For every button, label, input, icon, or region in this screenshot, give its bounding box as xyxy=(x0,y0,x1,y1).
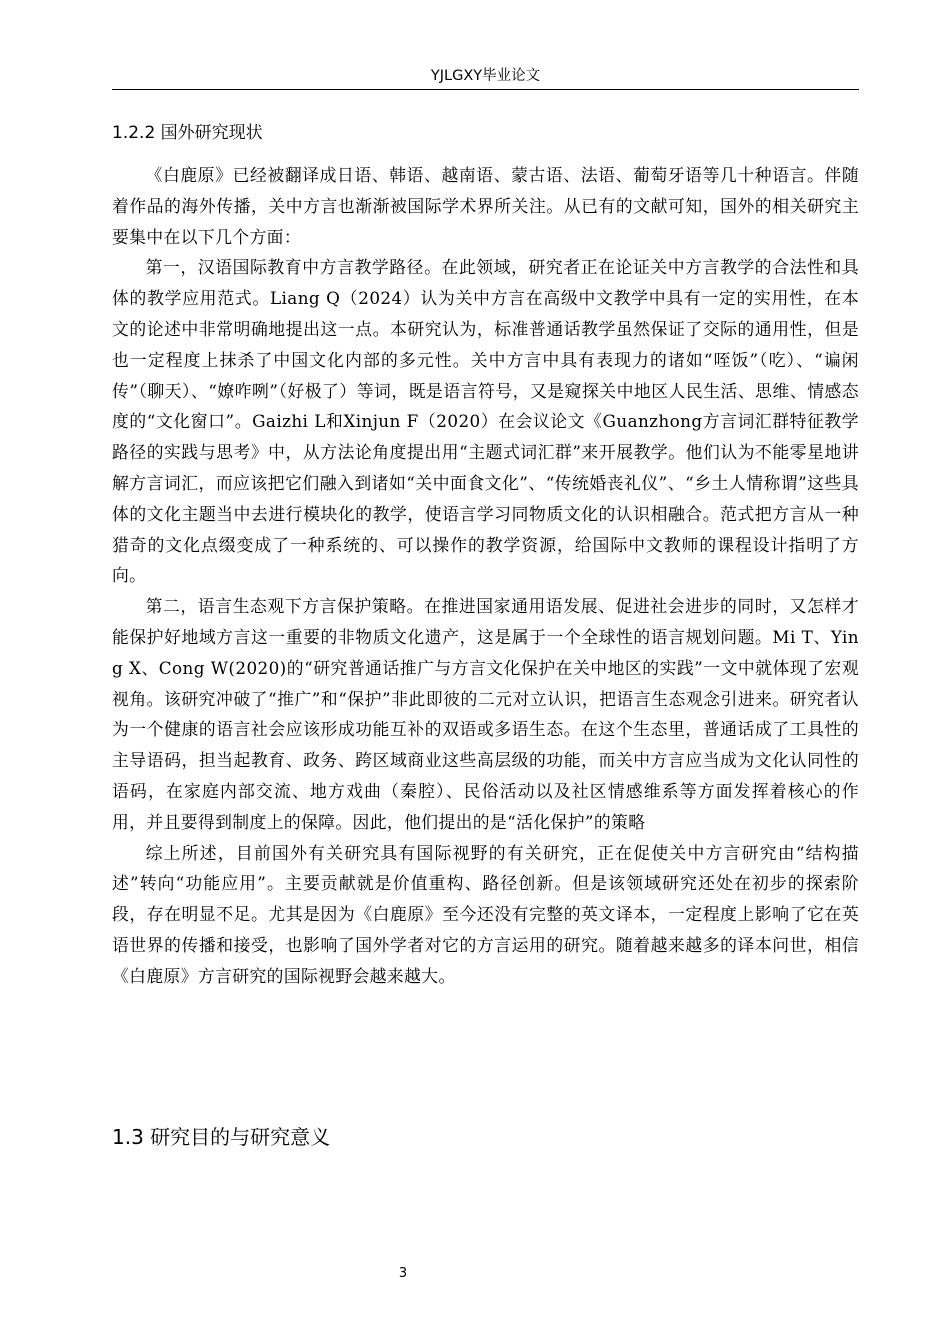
section-heading-1-3: 1.3 研究目的与研究意义 xyxy=(112,1125,331,1149)
section-heading-1-2-2: 1.2.2 国外研究现状 xyxy=(112,123,263,143)
header-rule xyxy=(112,89,859,90)
paragraph-summary: 综上所述，目前国外有关研究具有国际视野的有关研究，正在促使关中方言研究由“结构描述”转向“功能应用”。主要贡献就是价值重构、路径创新。但是该领域研究还处在初步的探索阶段，存在明显不足。尤其是因为《白鹿原》至今还没有完整的英文译本，一定程度上影响了它在英语世界的传播和接受，也影响了国外学者对它的方言运用的研究。随着越来越多的译本问世，相信《白鹿原》方言研究的国际视野会越来越大。 xyxy=(112,842,859,986)
paragraph-intro: 《白鹿原》已经被翻译成日语、韩语、越南语、蒙古语、法语、葡萄牙语等几十种语言。伴随着作品的海外传播，关中方言也渐渐被国际学术界所关注。从已有的文献可知，国外的相关研究主要集中在以下几个方面： xyxy=(112,165,859,247)
page-number: 3 xyxy=(398,1266,408,1281)
running-header: YJLGXY毕业论文 xyxy=(430,68,541,84)
paragraph-second-aspect: 第二，语言生态观下方言保护策略。在推进国家通用语发展、促进社会进步的同时，又怎样才能保护好地域方言这一重要的非物质文化遗产，这是属于一个全球性的语言规划问题。Mi T、Ying X、Cong W(2020)的“研究普通话推广与方言文化保护在关中地区的实践”一文中就体现了宏观视角。该研究冲破了“推广”和“保护”非此即彼的二元对立认识，把语言生态观念引进来。研究者认为一个健康的语言社会应该形成功能互补的双语或多语生态。在这个生态里，普通话成了工具性的主导语码，担当起教育、政务、跨区域商业这些高层级的功能，而关中方言应当成为文化认同性的语码，在家庭内部交流、地方戏曲（秦腔）、民俗活动以及社区情感维系等方面发挥着核心的作用，并且要得到制度上的保障。因此，他们提出的是“活化保护”的策略 xyxy=(112,596,859,832)
section-body xyxy=(112,160,859,992)
paragraph-first-aspect: 第一，汉语国际教育中方言教学路径。在此领域，研究者正在论证关中方言教学的合法性和具体的教学应用范式。Liang Q（2024）认为关中方言在高级中文教学中具有一定的实用性，在本文的论述中非常明确地提出这一点。本研究认为，标准普通话教学虽然保证了交际的通用性，但是也一定程度上抹杀了中国文化内部的多元性。关中方言中具有表现力的诸如“咥饭”（吃）、“谝闲传”（聊天）、“嫽咋咧”（好极了）等词，既是语言符号，又是窥探关中地区人民生活、思维、情感态度的“文化窗口”。Gaizhi L和Xinjun F（2020）在会议论文《Guanzhong方言词汇群特征教学路径的实践与思考》中，从方法论角度提出用“主题式词汇群”来开展教学。他们认为不能零星地讲解方言词汇，而应该把它们融入到诸如“关中面食文化”、“传统婚丧礼仪”、“乡土人情称谓”这些具体的文化主题当中去进行模块化的教学，使语言学习同物质文化的认识相融合。范式把方言从一种猎奇的文化点缀变成了一种系统的、可以操作的教学资源，给国际中文教师的课程设计指明了方向。 xyxy=(112,257,859,586)
